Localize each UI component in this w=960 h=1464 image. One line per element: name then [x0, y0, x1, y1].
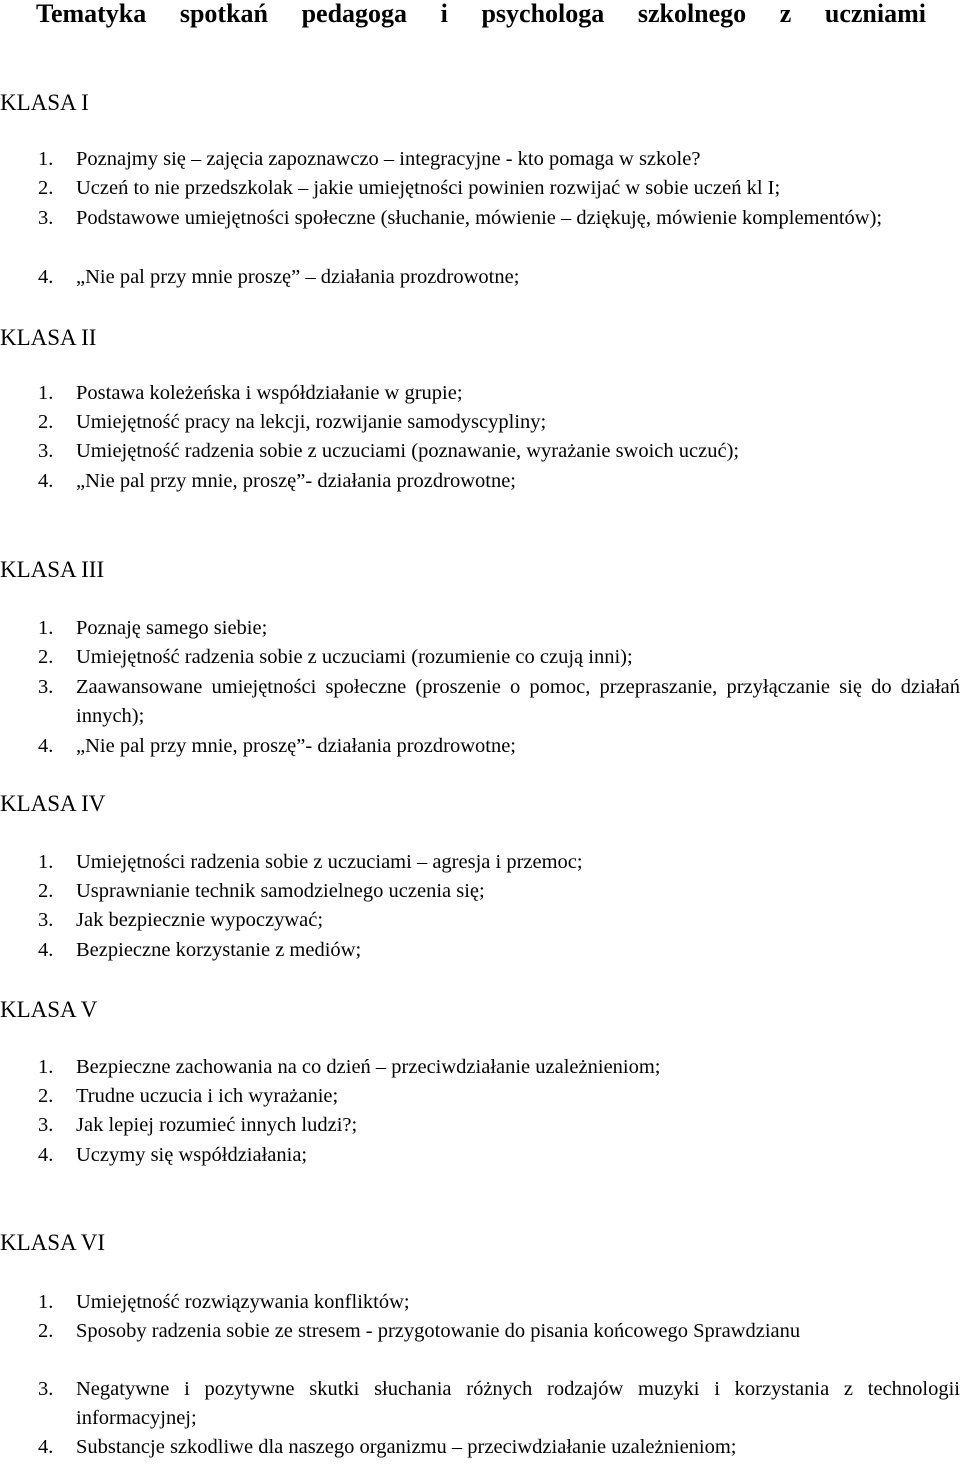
list-item	[0, 437, 960, 466]
item-number: 2.	[38, 646, 54, 668]
item-number: 4.	[38, 735, 54, 757]
item-number: 3.	[38, 1378, 54, 1400]
list-item	[0, 174, 960, 203]
list-item	[0, 145, 960, 174]
list-item	[0, 643, 960, 672]
item-text: Uczeń to nie przedszkolak – jakie umiejętności powinien rozwijać w sobie uczeń kl I;	[76, 177, 781, 199]
list-item	[0, 732, 960, 761]
list-item	[0, 1288, 960, 1317]
list-item	[0, 1433, 960, 1462]
item-text: Trudne uczucia i ich wyrażanie;	[76, 1085, 339, 1107]
item-number: 3.	[38, 676, 54, 698]
item-number: 4.	[38, 266, 54, 288]
item-text: Bezpieczne korzystanie z mediów;	[76, 939, 362, 961]
item-number: 2.	[38, 411, 54, 433]
item-number: 3.	[38, 1114, 54, 1136]
item-number: 3.	[38, 909, 54, 931]
section-heading-klasa-2: KLASA II	[0, 325, 97, 350]
section-heading-klasa-5: KLASA V	[0, 997, 98, 1022]
item-text: Bezpieczne zachowania na co dzień – przeciwdziałanie uzależnieniom;	[76, 1056, 661, 1078]
item-number: 1.	[38, 148, 54, 170]
list-item	[0, 906, 960, 935]
section-heading-klasa-3: KLASA III	[0, 557, 105, 582]
item-text: Umiejętność rozwiązywania konfliktów;	[76, 1291, 410, 1313]
list-item	[0, 1111, 960, 1140]
item-number: 1.	[38, 382, 54, 404]
list-item	[0, 204, 960, 233]
list-item	[0, 1053, 960, 1082]
section-heading-klasa-6: KLASA VI	[0, 1230, 106, 1255]
item-number: 4.	[38, 1144, 54, 1166]
item-number: 2.	[38, 177, 54, 199]
page-title: Tematyka spotkań pedagoga i psychologa szkolnego z uczniami	[36, 0, 926, 28]
item-text: „Nie pal przy mnie, proszę”- działania prozdrowotne;	[76, 735, 516, 757]
list-item	[0, 263, 960, 292]
item-text: „Nie pal przy mnie proszę” – działania prozdrowotne;	[76, 266, 520, 288]
item-text: Podstawowe umiejętności społeczne (słuchanie, mówienie – dziękuję, mówienie komplementów);	[76, 207, 883, 229]
list-item	[0, 673, 960, 731]
item-text: Negatywne i pozytywne skutki słuchania różnych rodzajów muzyki i korzystania z technologii informacyjnej;	[76, 1378, 960, 1429]
item-number: 2.	[38, 1320, 54, 1342]
item-text: Jak bezpiecznie wypoczywać;	[76, 909, 324, 931]
item-number: 4.	[38, 939, 54, 961]
item-text: Sposoby radzenia sobie ze stresem - przygotowanie do pisania końcowego Sprawdzianu	[76, 1320, 801, 1342]
section-heading-klasa-4: KLASA IV	[0, 791, 106, 816]
list-item	[0, 614, 960, 643]
section-heading-klasa-1: KLASA I	[0, 90, 89, 115]
item-text: Jak lepiej rozumieć innych ludzi?;	[76, 1114, 358, 1136]
item-number: 3.	[38, 207, 54, 229]
item-text: Postawa koleżeńska i współdziałanie w grupie;	[76, 382, 463, 404]
item-number: 4.	[38, 1436, 54, 1458]
list-item	[0, 936, 960, 965]
item-text: Umiejętność radzenia sobie z uczuciami (poznawanie, wyrażanie swoich uczuć);	[76, 440, 740, 462]
item-number: 1.	[38, 851, 54, 873]
item-text: Zaawansowane umiejętności społeczne (proszenie o pomoc, przepraszanie, przyłączanie się do działań innych);	[76, 676, 960, 727]
item-text: Usprawnianie technik samodzielnego uczenia się;	[76, 880, 485, 902]
item-number: 2.	[38, 880, 54, 902]
item-text: Poznaję samego siebie;	[76, 617, 268, 639]
item-text: Uczymy się współdziałania;	[76, 1144, 308, 1166]
item-text: „Nie pal przy mnie, proszę”- działania prozdrowotne;	[76, 470, 516, 492]
item-number: 1.	[38, 1291, 54, 1313]
item-text: Umiejętności radzenia sobie z uczuciami – agresja i przemoc;	[76, 851, 583, 873]
list-item	[0, 1317, 960, 1346]
item-text: Umiejętność radzenia sobie z uczuciami (rozumienie co czują inni);	[76, 646, 633, 668]
list-item	[0, 379, 960, 408]
list-item	[0, 848, 960, 877]
item-text: Poznajmy się – zajęcia zapoznawczo – integracyjne - kto pomaga w szkole?	[76, 148, 701, 170]
item-text: Umiejętność pracy na lekcji, rozwijanie samodyscypliny;	[76, 411, 547, 433]
item-number: 1.	[38, 617, 54, 639]
list-item	[0, 877, 960, 906]
list-item	[0, 1375, 960, 1433]
item-number: 1.	[38, 1056, 54, 1078]
item-number: 4.	[38, 470, 54, 492]
item-text: Substancje szkodliwe dla naszego organizmu – przeciwdziałanie uzależnieniom;	[76, 1436, 737, 1458]
list-item	[0, 467, 960, 496]
item-number: 2.	[38, 1085, 54, 1107]
list-item	[0, 1141, 960, 1170]
item-number: 3.	[38, 440, 54, 462]
list-item	[0, 408, 960, 437]
list-item	[0, 1082, 960, 1111]
